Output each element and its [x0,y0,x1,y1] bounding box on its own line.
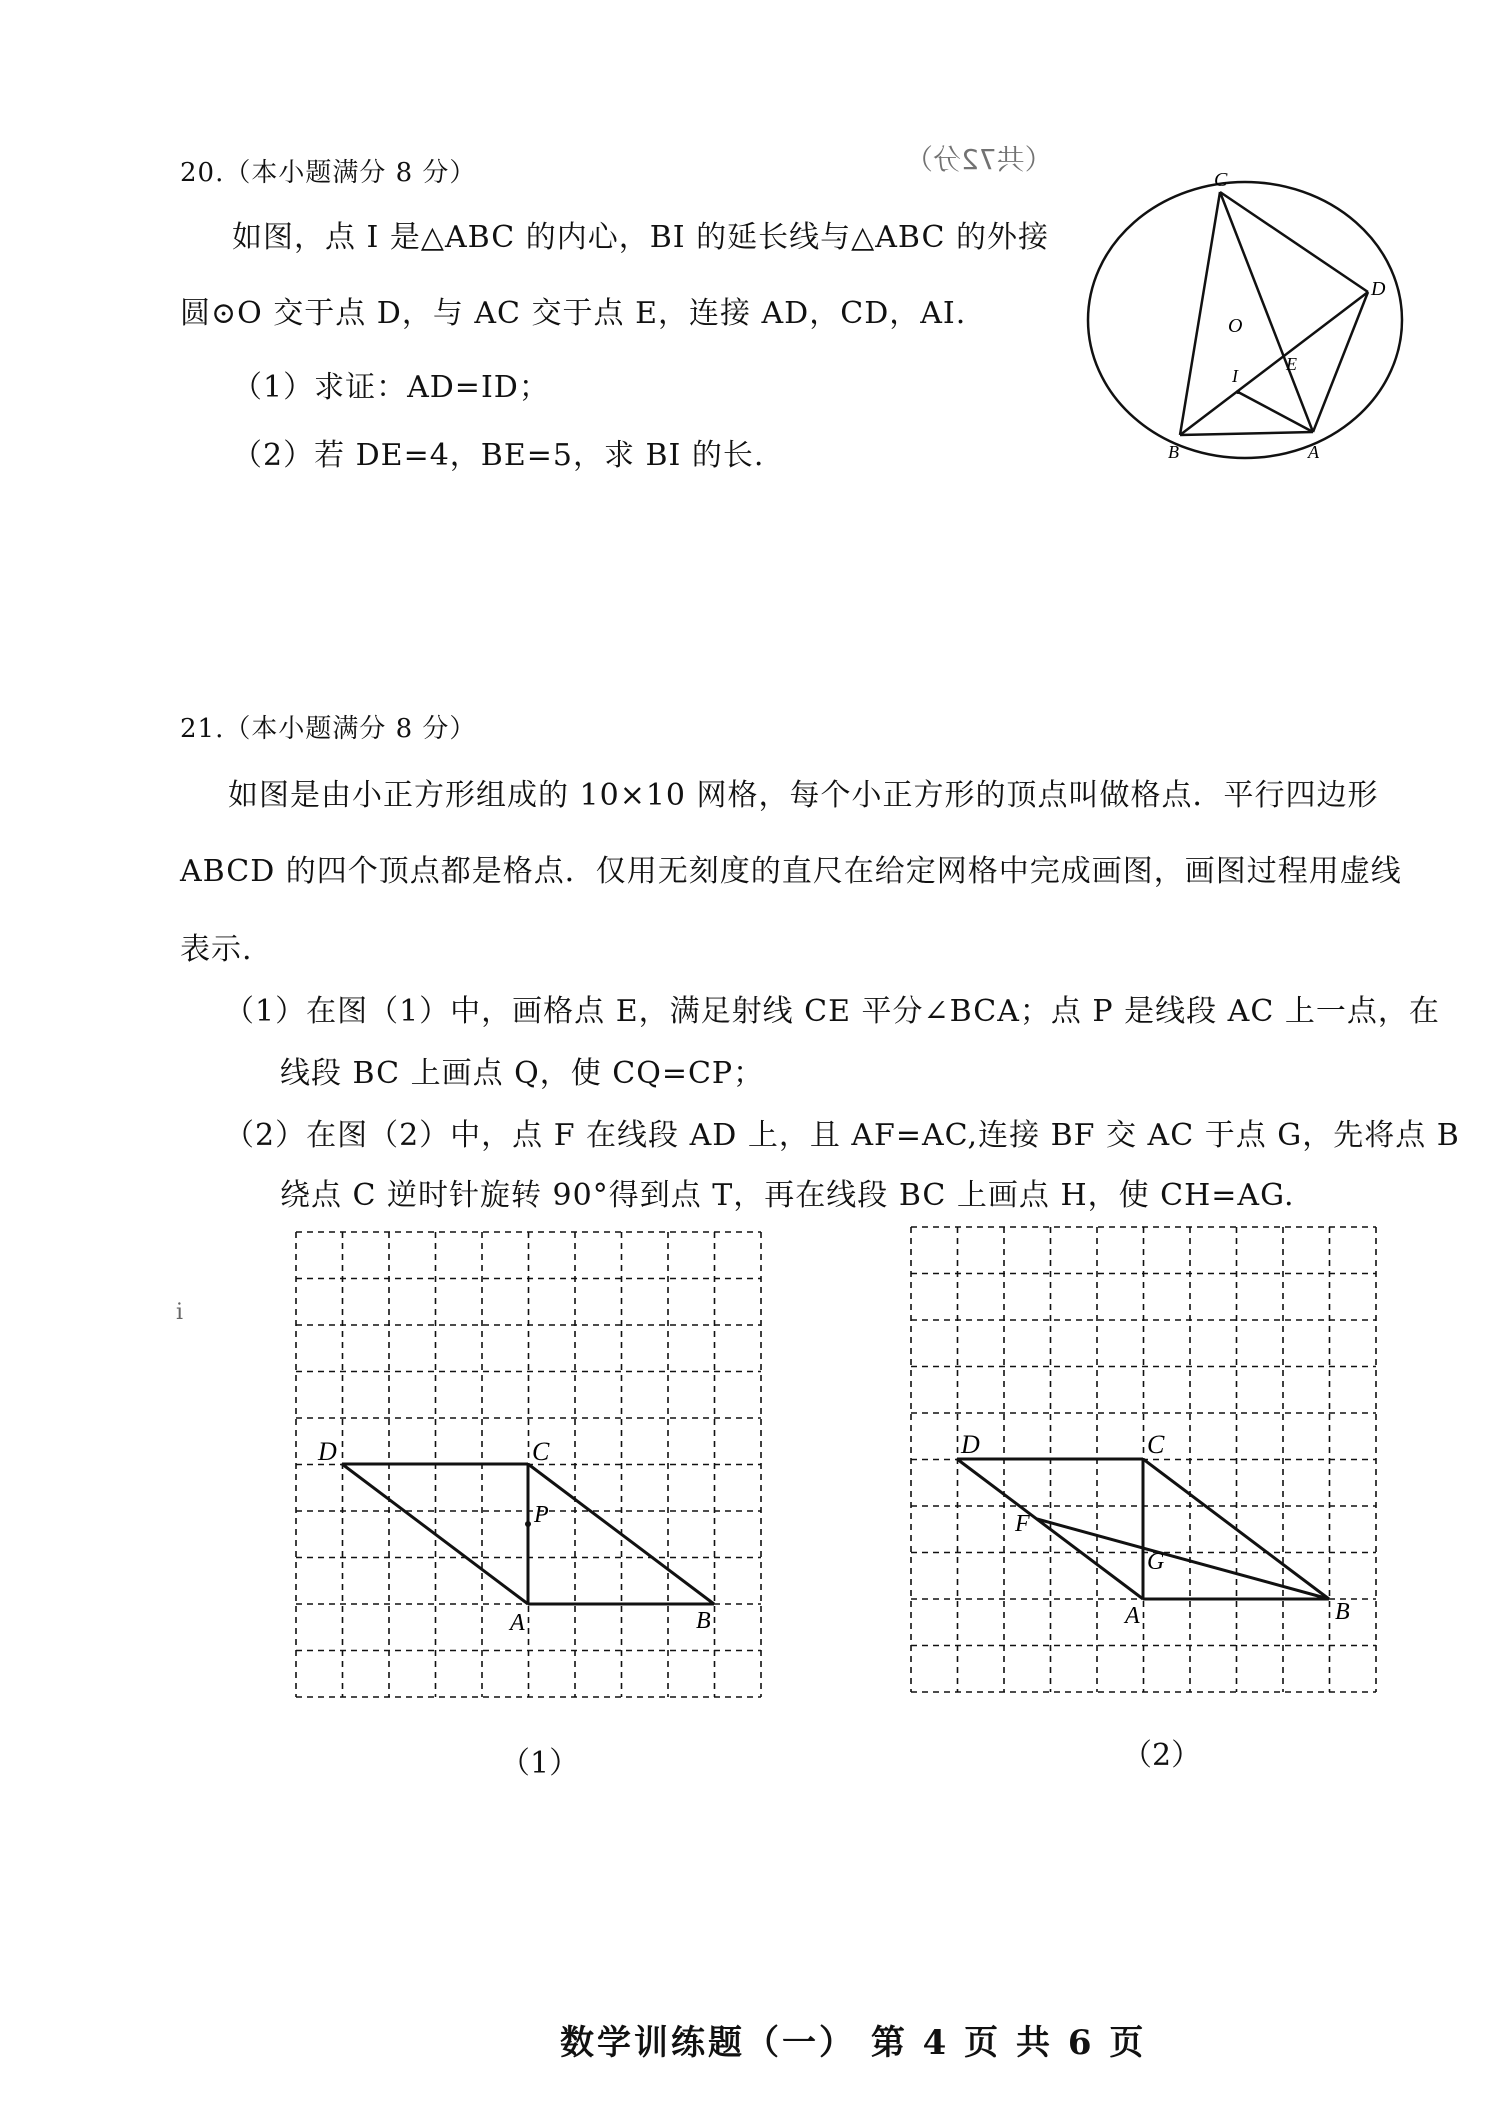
q21-line-2: ABCD 的四个顶点都是格点．仅用无刻度的直尺在给定网格中完成画图，画图过程用虚线 [180,854,1402,889]
fig2-label-A: A [1125,1603,1140,1629]
fig2-caption: （2） [1122,1738,1202,1773]
label-D: D [1371,278,1386,300]
fig2-label-C: C [1147,1430,1165,1459]
q21-header: 21.（本小题满分 8 分） [180,714,477,744]
q20-header: 20.（本小题满分 8 分） [180,158,477,188]
label-O: O [1228,315,1243,337]
label-A: A [1308,442,1319,462]
fig2-label-B: B [1335,1599,1350,1625]
fig1-label-P: P [534,1502,549,1528]
fig1-label-D: D [318,1437,337,1466]
label-C: C [1214,170,1228,191]
q21-line-3: 表示. [180,932,253,967]
circumcircle [1088,182,1402,458]
label-B: B [1168,442,1179,462]
label-E: E [1286,354,1297,374]
q20-line-1: 如图，点 I 是△ABC 的内心，BI 的延长线与△ABC 的外接 [232,220,1050,255]
q21-line-7: 绕点 C 逆时针旋转 90°得到点 T，再在线段 BC 上画点 H，使 CH=AG. [280,1178,1295,1213]
margin-mark: i [176,1300,184,1325]
fig1-caption: （1） [500,1746,580,1781]
q21-line-5: 线段 BC 上画点 Q，使 CQ=CP； [280,1056,765,1091]
page-footer: 数学训练题（一） 第 4 页 共 6 页 [560,2023,1147,2063]
fig2-label-G: G [1147,1549,1165,1575]
q20-line-2: 圆⊙O 交于点 D，与 AC 交于点 E，连接 AD，CD，AI. [180,296,967,331]
fig1-label-A: A [510,1610,525,1636]
grid-figure-2 [895,1215,1395,1715]
q20-circle-figure [1080,170,1410,470]
q21-line-6: （2）在图（2）中，点 F 在线段 AD 上，且 AF=AC,连接 BF 交 AC 于点 G，先将点 B [224,1118,1460,1153]
handwritten-note: （共72分） [905,143,1053,176]
q21-line-4: （1）在图（1）中，画格点 E，满足射线 CE 平分∠BCA；点 P 是线段 AC 上一点，在 [224,994,1440,1029]
fig1-label-C: C [532,1437,550,1466]
q20-line-4: （2）若 DE=4，BE=5，求 BI 的长. [232,438,765,473]
fig2-label-D: D [961,1430,980,1459]
q21-line-1: 如图是由小正方形组成的 10×10 网格，每个小正方形的顶点叫做格点．平行四边形 [228,778,1379,813]
q20-line-3: （1）求证：AD=ID； [232,370,550,405]
grid-figure-1 [280,1220,780,1720]
label-I: I [1232,366,1238,386]
fig2-label-F: F [1015,1511,1030,1537]
fig1-label-B: B [696,1608,711,1634]
